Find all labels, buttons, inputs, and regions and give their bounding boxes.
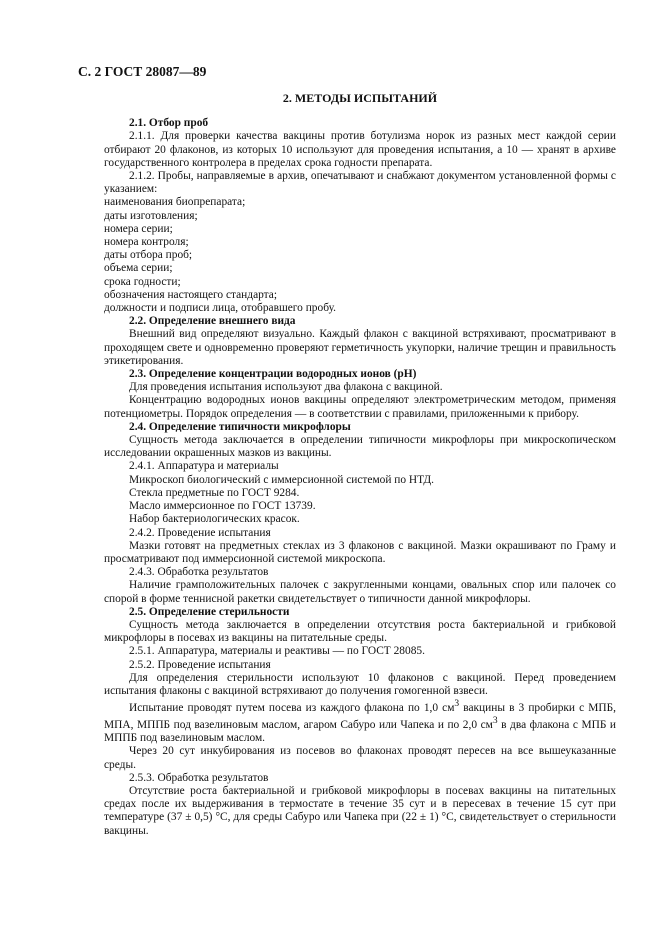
section-title: 2. МЕТОДЫ ИСПЫТАНИЙ	[282, 91, 438, 105]
paragraph: Набор бактериологических красок.	[129, 513, 300, 526]
list-item: объема серии;	[104, 262, 173, 275]
paragraph: 2.5.2. Проведение испытания	[129, 658, 271, 671]
paragraph: 2.4.2. Проведение испытания	[129, 526, 271, 539]
subsection-heading: 2.5. Определение стерильности	[129, 605, 290, 618]
paragraph: Масло иммерсионное по ГОСТ 13739.	[129, 500, 316, 513]
list-item: наименования биопрепарата;	[104, 196, 246, 209]
list-item: даты отбора проб;	[104, 249, 193, 262]
list-item: срока годности;	[104, 275, 181, 288]
paragraph: Сущность метода заключается в определении отсутствия роста бактериальной и грибковой микрофлоры в посевах из вакцины на питательные среды.	[104, 618, 616, 645]
superscript: 3	[454, 699, 460, 710]
paragraph: 2.5.1. Аппаратура, материалы и реактивы — по ГОСТ 28085.	[129, 645, 425, 658]
page-header: С. 2 ГОСТ 28087—89	[78, 64, 207, 79]
paragraph: Концентрацию водородных ионов вакцины определяют электрометрическим методом, применяя потенциометры. Порядок определения — в соответствии с правилами, приложенными к прибору.	[104, 394, 616, 420]
text-run: в два флакона с МПБ и МППБ под вазелиновым маслом.	[104, 718, 616, 745]
list-item: должности и подписи лица, отобравшего пробу.	[104, 302, 336, 315]
paragraph: Через 20 сут инкубирования из посевов во флаконах проводят пересев на все вышеуказанные среды.	[104, 745, 616, 771]
paragraph: 2.5.3. Обработка результатов	[129, 771, 269, 784]
superscript: 3	[492, 716, 498, 727]
text-run: вакцины в 3 пробирки с МПБ, МПА, МППБ под вазелиновым маслом, агаром Сабуро или Чапека и по 2,0 см	[104, 701, 616, 731]
paragraph: 2.4.3. Обработка результатов	[129, 566, 269, 579]
paragraph: 2.1.2. Пробы, направляемые в архив, опечатывают и снабжают документом установленной формы с указанием:	[104, 170, 616, 196]
subsection-heading: 2.1. Отбор проб	[129, 117, 209, 130]
paragraph: Внешний вид определяют визуально. Каждый флакон с вакциной встряхивают, просматривают в проходящем свете и одновременно проверяют герметичность укупорки, наличие трещин и правильность этикетирования.	[104, 328, 616, 367]
paragraph	[104, 698, 616, 745]
text-run: Испытание проводят путем посева из каждого флакона по 1,0 см	[129, 701, 455, 714]
list-item: обозначения настоящего стандарта;	[104, 288, 278, 301]
paragraph: Мазки готовят на предметных стеклах из 3 флаконов с вакциной. Мазки окрашивают по Граму и просматривают под иммерсионной системой микроскопа.	[104, 539, 616, 565]
paragraph: Наличие грамположительных палочек с закругленными концами, овальных спор или палочек со спорой в форме теннисной ракетки свидетельствует о типичности данной микрофлоры.	[104, 579, 616, 605]
paragraph: Для определения стерильности используют 10 флаконов с вакциной. Перед проведением испытания флаконы с вакциной встряхивают до получения гомогенной взвеси.	[104, 671, 616, 697]
subsection-heading: 2.2. Определение внешнего вида	[129, 315, 296, 328]
list-item: даты изготовления;	[104, 209, 198, 222]
paragraph: Для проведения испытания используют два флакона с вакциной.	[129, 381, 443, 394]
subsection-heading: 2.3. Определение концентрации водородных ионов (pH)	[129, 368, 417, 381]
list-item: номера контроля;	[104, 236, 189, 249]
document-body	[104, 92, 616, 838]
paragraph: 2.1.1. Для проверки качества вакцины против ботулизма норок из разных мест каждой серии отбирают 20 флаконов, из которых 10 используют для проведения испытания, а 10 — хранят в архиве государственного контролера в пределах срока годности препарата.	[104, 130, 616, 169]
paragraph: Сущность метода заключается в определении типичности микрофлоры при микроскопическом исследовании окрашенных мазков из вакцины.	[104, 434, 616, 460]
paragraph: Микроскоп биологический с иммерсионной системой по НТД.	[129, 473, 435, 486]
subsection-heading: 2.4. Определение типичности микрофлоры	[129, 420, 351, 433]
paragraph: Отсутствие роста бактериальной и грибковой микрофлоры в посевах вакцины на питательных средах после их выдерживания в термостате в течение 35 сут и в пересевах в течение 15 сут при температуре (37 ± 0,5) °С, для среды Сабуро или Чапека при (22 ± 1) °С, свидетельствует о стерильности вакцины.	[104, 784, 616, 837]
list-item: номера серии;	[104, 222, 173, 235]
paragraph: Стекла предметные по ГОСТ 9284.	[129, 486, 300, 499]
paragraph: 2.4.1. Аппаратура и материалы	[129, 460, 279, 473]
